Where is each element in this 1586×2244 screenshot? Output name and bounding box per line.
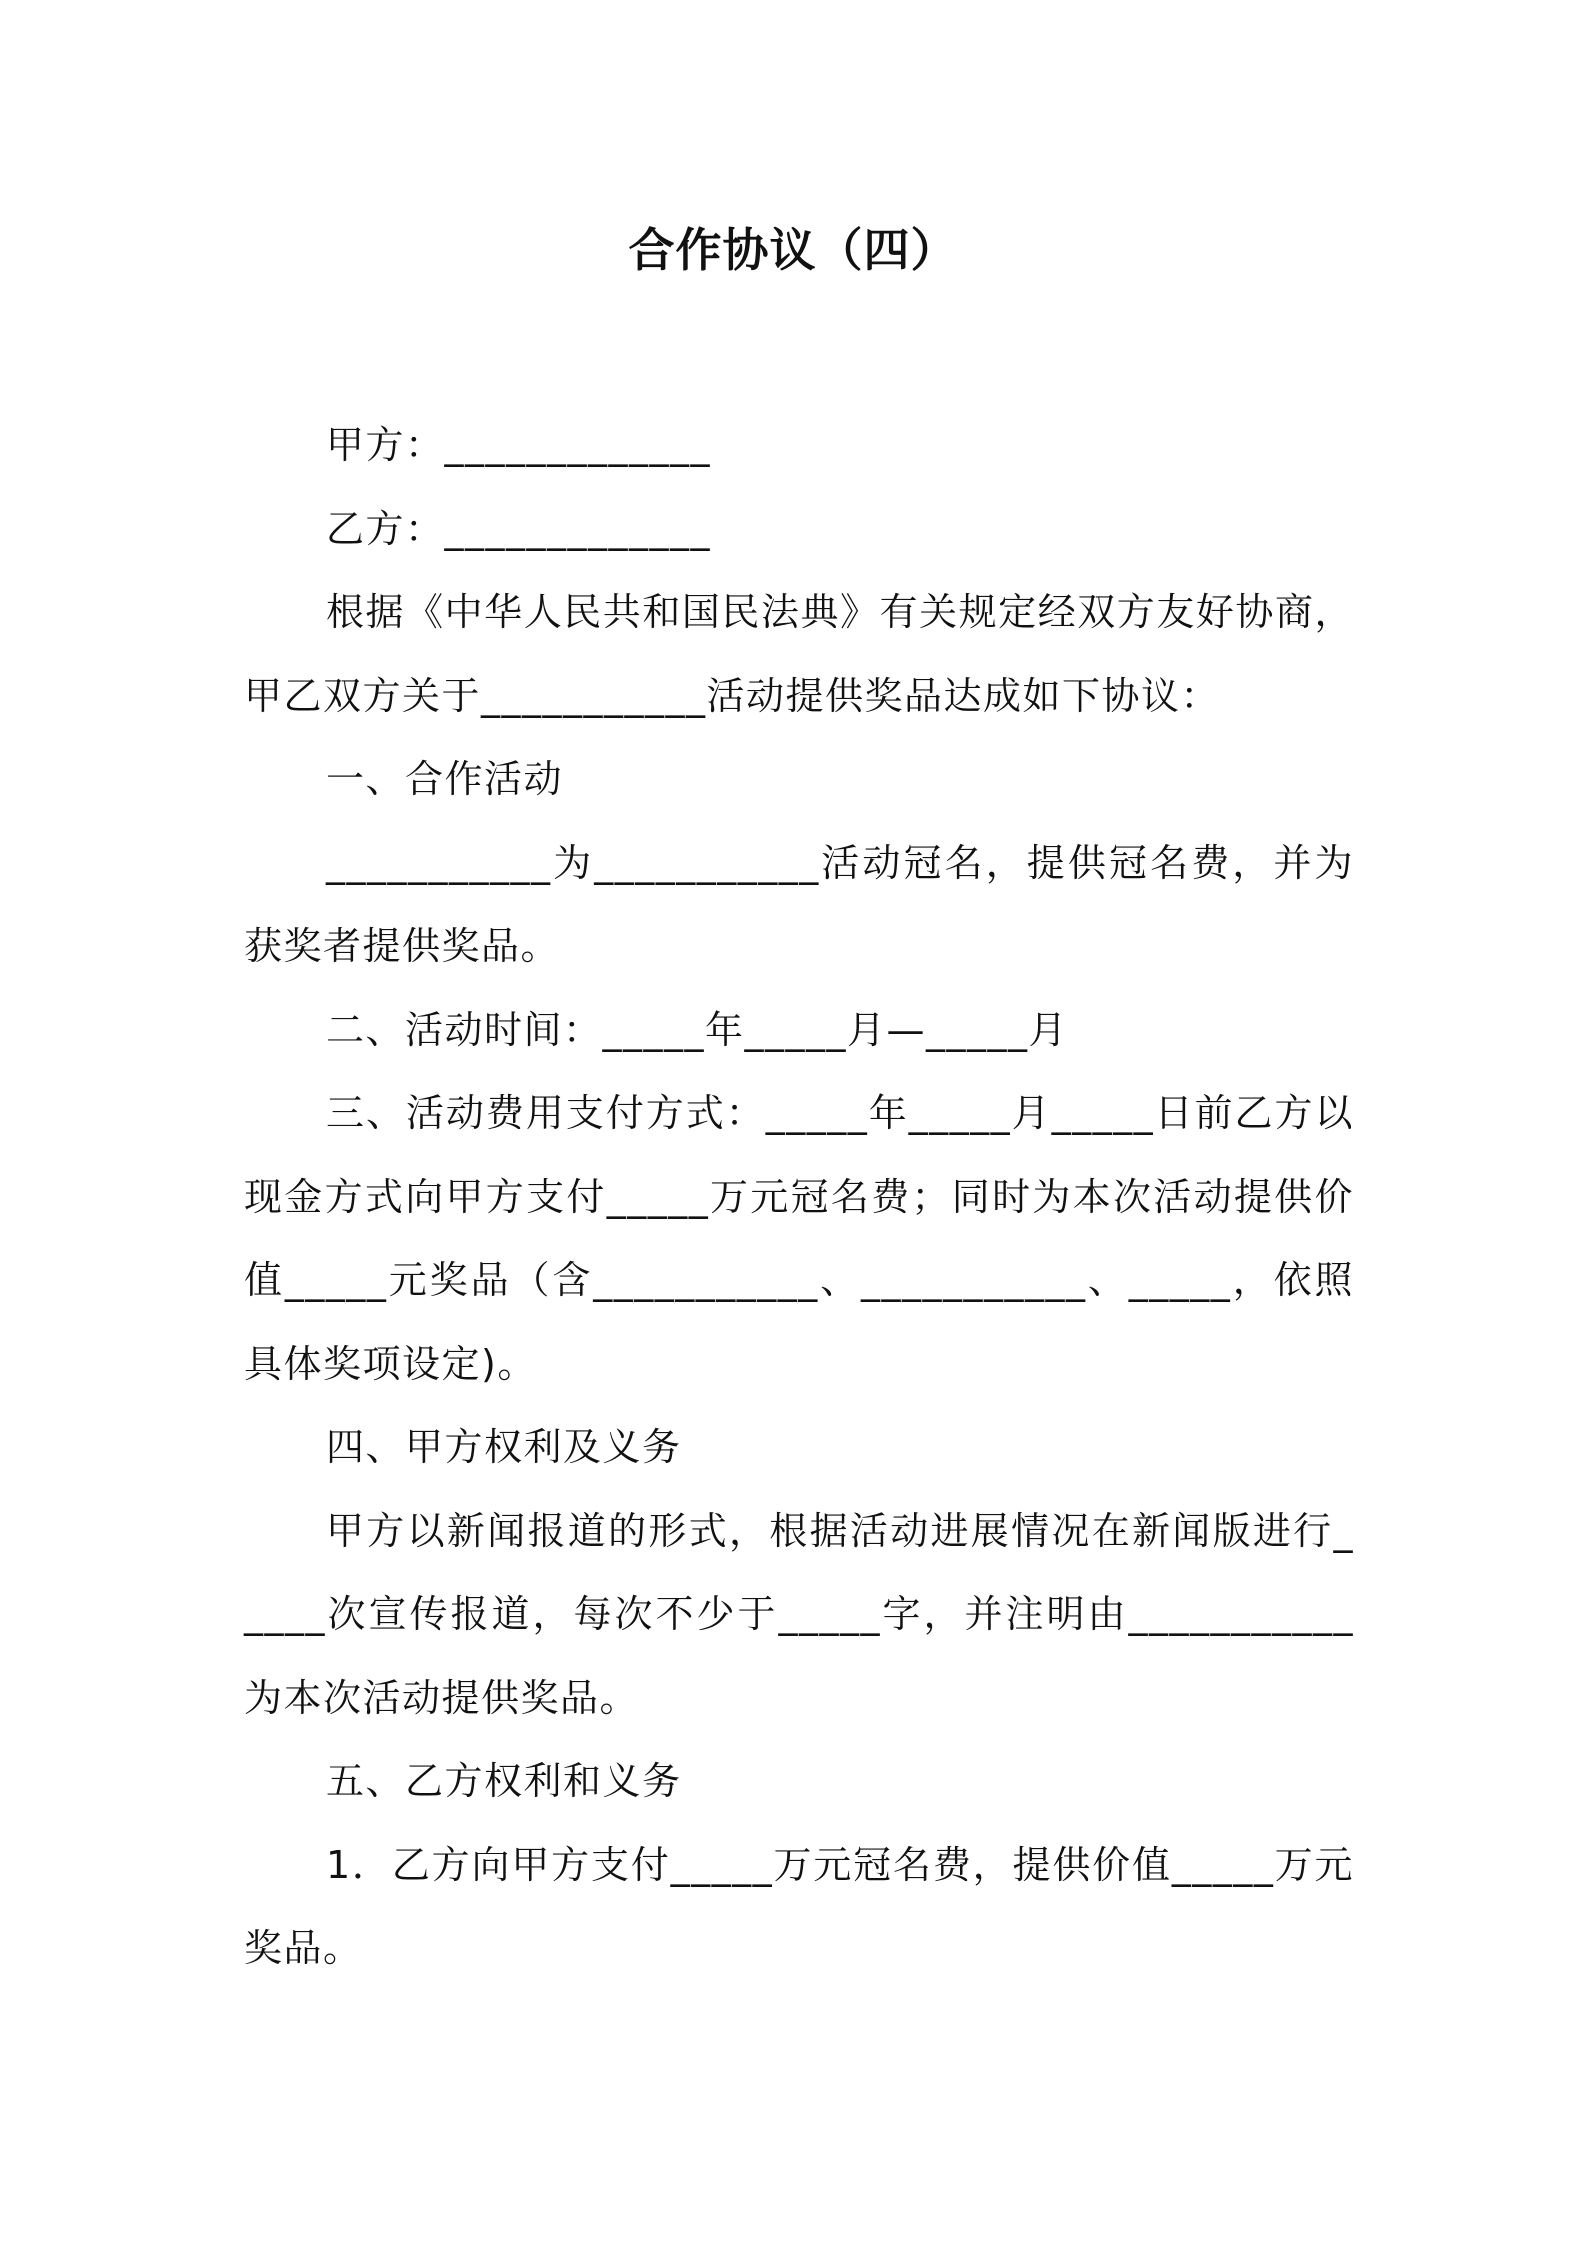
document-body — [244, 404, 1354, 1991]
section-heading-party-a: 四、甲方权利及义务 — [326, 1425, 682, 1469]
section-heading-cooperation: 一、合作活动 — [326, 757, 564, 801]
payment-paragraph: 三、活动费用支付方式：_____年_____月_____日前乙方以现金方式向甲方支付_____万元冠名费；同时为本次活动提供价值_____元奖品（含___________、___________、_____，依照具体奖项设定)。 — [244, 1091, 1354, 1386]
activity-time-line: 二、活动时间：_____年_____月—_____月 — [326, 1007, 1069, 1052]
cooperation-paragraph: ___________为___________活动冠名，提供冠名费，并为获奖者提供奖品。 — [244, 840, 1354, 968]
document-title: 合作协议（四） — [628, 223, 958, 277]
party-a-line: 甲方：_____________ — [326, 423, 712, 467]
section-heading-party-b: 五、乙方权利和义务 — [326, 1759, 682, 1803]
party-b-line: 乙方：_____________ — [326, 506, 712, 551]
party-a-duties-paragraph: 甲方以新闻报道的形式，根据活动进展情况在新闻版进行_____次宣传报道，每次不少于_____字，并注明由___________为本次活动提供奖品。 — [244, 1508, 1354, 1720]
party-b-duty-item-1: 1．乙方向甲方支付_____万元冠名费，提供价值_____万元奖品。 — [244, 1842, 1354, 1970]
preamble-paragraph: 根据《中华人民共和国民法典》有关规定经双方友好协商，甲乙双方关于___________活动提供奖品达成如下协议： — [244, 590, 1354, 718]
